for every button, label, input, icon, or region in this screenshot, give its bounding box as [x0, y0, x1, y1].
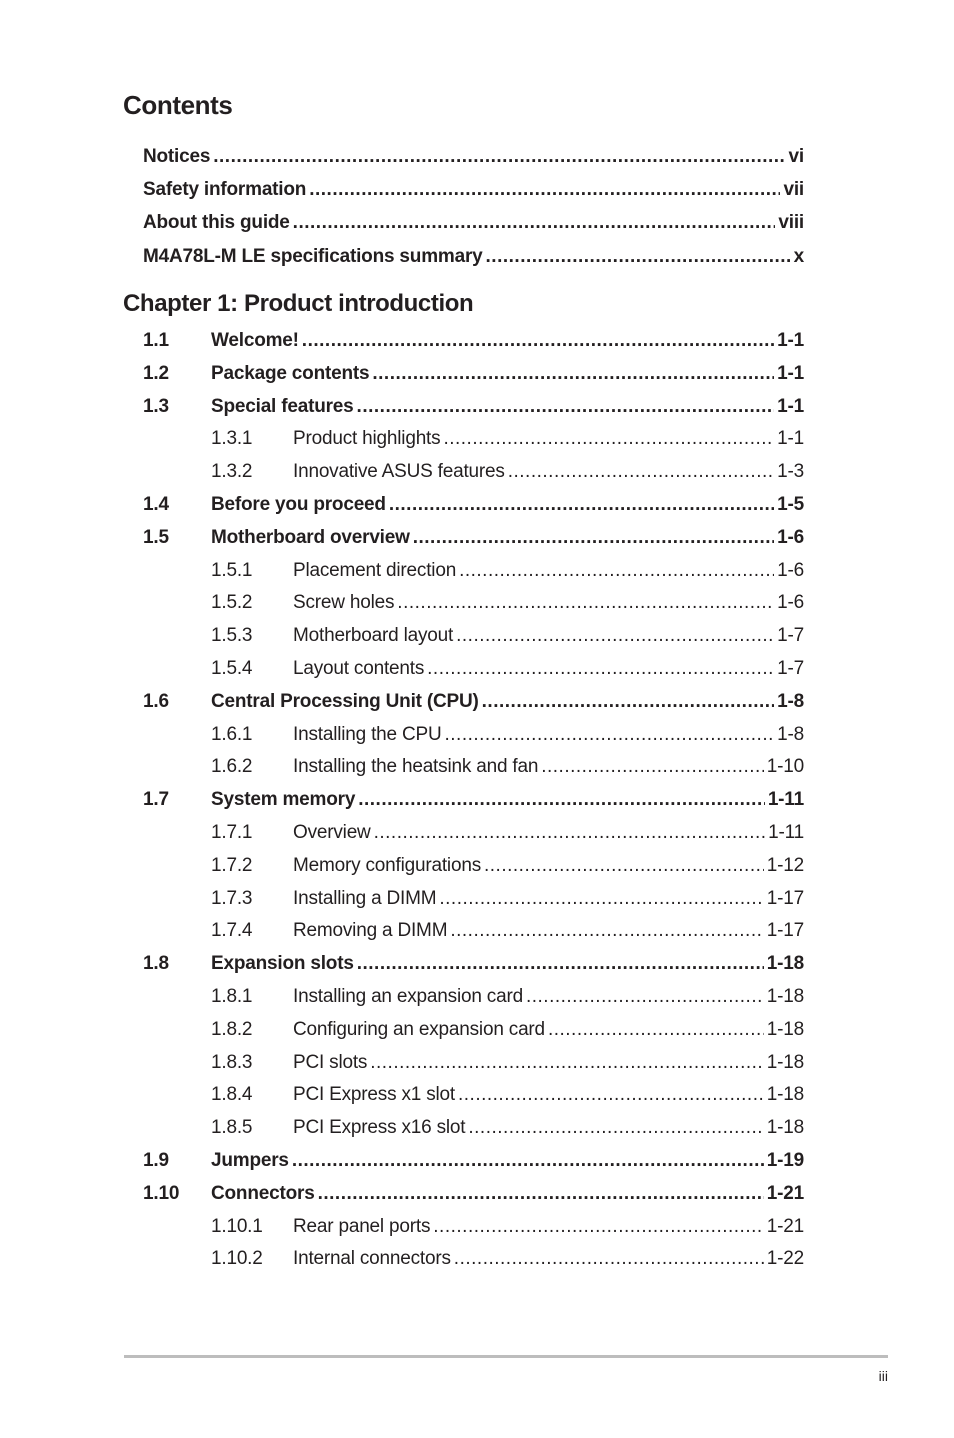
toc-entry-title: Innovative ASUS features: [293, 461, 505, 483]
dot-leader: [482, 690, 774, 714]
toc-entry-number: 1.10: [143, 1182, 180, 1204]
toc-entry-title: Installing a DIMM: [293, 887, 437, 909]
toc-entry[interactable]: [143, 178, 804, 202]
toc-entry-page: 1-1: [777, 428, 804, 450]
toc-entry-number: 1.10.1: [211, 1215, 263, 1237]
toc-entry[interactable]: [143, 624, 804, 648]
toc-entry-number: 1.8: [143, 953, 169, 975]
toc-entry-number: 1.5.2: [211, 592, 253, 614]
toc-entry[interactable]: [143, 1149, 804, 1173]
dot-leader: [433, 1215, 763, 1239]
toc-entry-number: 1.5.4: [211, 658, 253, 679]
toc-entry-page: 1-18: [766, 1084, 804, 1106]
toc-entry-page: 1-12: [766, 854, 804, 876]
toc-entry[interactable]: [143, 395, 804, 419]
toc-entry-page: 1-18: [766, 1018, 804, 1040]
dot-leader: [302, 329, 774, 353]
dot-leader: [358, 788, 765, 812]
toc-entry-number: 1.7.1: [211, 822, 253, 843]
dot-leader: [459, 559, 774, 583]
toc-entry-page: 1-21: [766, 1215, 804, 1237]
toc-entry-title: Jumpers: [211, 1150, 289, 1171]
toc-entry-page: 1-17: [766, 920, 804, 942]
dot-leader: [370, 1051, 764, 1075]
toc-entry-title: Overview: [293, 822, 371, 843]
toc-entry-page: 1-18: [766, 953, 804, 975]
dot-leader: [213, 145, 785, 169]
toc-entry-number: 1.7.2: [211, 854, 253, 876]
toc-entry-page: 1-18: [766, 986, 804, 1007]
chapter-title: Chapter 1: Product introduction: [123, 290, 474, 317]
toc-entry-number: 1.3: [143, 395, 169, 417]
dot-leader: [454, 1247, 764, 1271]
dot-leader: [450, 919, 763, 943]
toc-entry-page: 1-6: [777, 592, 804, 614]
toc-entry-page: vii: [783, 179, 804, 201]
toc-entry-page: 1-7: [777, 658, 804, 679]
toc-entry[interactable]: [143, 1083, 804, 1107]
toc-entry-number: 1.5.3: [211, 625, 253, 647]
toc-entry-number: 1.7: [143, 789, 169, 811]
toc-entry-number: 1.3.1: [211, 428, 253, 450]
toc-entry[interactable]: [143, 245, 804, 269]
toc-entry-title: Layout contents: [293, 658, 425, 679]
toc-entry-title: Before you proceed: [211, 494, 386, 515]
toc-entry[interactable]: [143, 559, 804, 583]
toc-entry[interactable]: [143, 1018, 804, 1042]
dot-leader: [292, 1149, 764, 1173]
dot-leader: [389, 493, 774, 517]
dot-leader: [427, 657, 774, 681]
toc-entry[interactable]: [143, 1182, 804, 1206]
dot-leader: [456, 624, 774, 648]
toc-entry[interactable]: [143, 460, 804, 484]
toc-entry-title: Package contents: [211, 362, 370, 384]
toc-entry[interactable]: [143, 211, 804, 235]
toc-entry-number: 1.3.2: [211, 461, 253, 483]
toc-entry-number: 1.6.1: [211, 723, 253, 745]
toc-entry-page: 1-11: [768, 822, 804, 843]
dot-leader: [372, 362, 774, 386]
toc-entry-page: 1-18: [766, 1051, 804, 1073]
toc-entry-title: Placement direction: [293, 559, 457, 581]
toc-entry[interactable]: [143, 788, 804, 812]
dot-leader: [526, 985, 764, 1009]
toc-entry-number: 1.6: [143, 690, 169, 712]
toc-entry[interactable]: [143, 952, 804, 976]
toc-entry-title: PCI slots: [293, 1051, 368, 1073]
toc-entry-number: 1.8.4: [211, 1084, 253, 1106]
dot-leader: [443, 427, 774, 451]
toc-entry[interactable]: [143, 1247, 804, 1271]
footer-divider: [124, 1355, 888, 1358]
toc-entry-page: 1-21: [766, 1182, 804, 1204]
toc-entry-page: 1-1: [777, 395, 804, 417]
toc-entry-title: About this guide: [143, 212, 290, 234]
toc-entry[interactable]: [143, 985, 804, 1009]
dot-leader: [486, 245, 791, 269]
toc-entry-number: 1.8.1: [211, 986, 253, 1007]
dot-leader: [357, 952, 764, 976]
toc-entry[interactable]: [143, 526, 804, 550]
toc-entry[interactable]: [143, 145, 804, 169]
toc-entry-page: 1-3: [777, 461, 804, 483]
toc-entry-title: PCI Express x1 slot: [293, 1084, 455, 1106]
toc-entry[interactable]: [143, 1215, 804, 1239]
toc-entry-title: Welcome!: [211, 330, 299, 351]
page-title: Contents: [123, 90, 233, 120]
dot-leader: [468, 1116, 763, 1140]
toc-entry-title: Motherboard layout: [293, 625, 454, 647]
toc-entry[interactable]: [143, 657, 804, 681]
dot-leader: [413, 526, 774, 550]
dot-leader: [357, 395, 775, 419]
toc-entry[interactable]: [143, 362, 804, 386]
toc-entry-number: 1.2: [143, 362, 169, 384]
dot-leader: [374, 821, 766, 845]
toc-entry-title: Installing the CPU: [293, 723, 442, 745]
toc-entry[interactable]: [143, 690, 804, 714]
toc-entry-title: Motherboard overview: [211, 526, 410, 548]
toc-entry-number: 1.8.3: [211, 1051, 253, 1073]
toc-entry[interactable]: [143, 329, 804, 353]
toc-entry-title: Connectors: [211, 1182, 315, 1204]
toc-entry[interactable]: [143, 821, 804, 845]
toc-entry-page: 1-19: [766, 1150, 804, 1171]
toc-entry[interactable]: [143, 723, 804, 747]
toc-entry-page: 1-7: [777, 625, 804, 647]
toc-entry-page: 1-17: [766, 887, 804, 909]
toc-entry-number: 1.7.4: [211, 920, 253, 942]
toc-entry-number: 1.6.2: [211, 756, 253, 778]
toc-entry[interactable]: [143, 887, 804, 911]
toc-entry-page: 1-8: [777, 723, 804, 745]
dot-leader: [439, 887, 763, 911]
toc-entry-title: Product highlights: [293, 428, 441, 450]
toc-entry-title: Central Processing Unit (CPU): [211, 690, 479, 712]
toc-entry-title: Rear panel ports: [293, 1215, 431, 1237]
toc-entry[interactable]: [143, 591, 804, 615]
toc-entry[interactable]: [143, 1116, 804, 1140]
toc-entry[interactable]: [143, 919, 804, 943]
toc-entry-number: 1.8.5: [211, 1117, 253, 1139]
toc-entry-page: 1-6: [777, 559, 804, 581]
toc-entry-title: Screw holes: [293, 592, 395, 614]
toc-entry-title: PCI Express x16 slot: [293, 1117, 466, 1139]
toc-entry-page: 1-10: [766, 756, 804, 778]
toc-entry-number: 1.7.3: [211, 887, 253, 909]
toc-entry[interactable]: [143, 854, 804, 878]
dot-leader: [397, 591, 774, 615]
toc-entry-page: x: [793, 245, 804, 267]
toc-entry-number: 1.1: [143, 330, 169, 351]
toc-entry-number: 1.4: [143, 494, 169, 515]
toc-entry-page: 1-8: [777, 690, 804, 712]
toc-entry[interactable]: [143, 755, 804, 779]
toc-entry-page: vi: [788, 146, 804, 167]
dot-leader: [508, 460, 774, 484]
toc-entry-number: 1.5.1: [211, 559, 253, 581]
toc-entry-page: 1-1: [777, 330, 804, 351]
toc-entry-page: 1-22: [766, 1248, 804, 1270]
toc-entry-number: 1.10.2: [211, 1248, 263, 1270]
page-number: iii: [878, 1368, 888, 1384]
dot-leader: [548, 1018, 764, 1042]
toc-entry-number: 1.5: [143, 526, 169, 548]
toc-entry-page: 1-1: [777, 362, 804, 384]
toc-entry-number: 1.9: [143, 1150, 169, 1171]
toc-entry[interactable]: [143, 493, 804, 517]
toc-entry-title: Safety information: [143, 179, 307, 201]
toc-entry-page: 1-6: [777, 526, 804, 548]
toc-entry-title: System memory: [211, 789, 356, 811]
toc-entry-title: Removing a DIMM: [293, 920, 448, 942]
toc-entry-title: Notices: [143, 146, 211, 167]
toc-entry-title: Memory configurations: [293, 854, 481, 876]
dot-leader: [318, 1182, 764, 1206]
dot-leader: [444, 723, 774, 747]
toc-entry-page: 1-18: [766, 1117, 804, 1139]
toc-entry[interactable]: [143, 1051, 804, 1075]
toc-entry-page: 1-5: [777, 494, 804, 515]
dot-leader: [458, 1083, 764, 1107]
toc-entry-page: 1-11: [767, 789, 804, 811]
dot-leader: [293, 211, 776, 235]
toc-entry-title: Installing the heatsink and fan: [293, 756, 539, 778]
dot-leader: [309, 178, 780, 202]
toc-entry[interactable]: [143, 427, 804, 451]
toc-entry-page: viii: [778, 212, 804, 234]
toc-entry-title: Special features: [211, 395, 354, 417]
toc-entry-title: Expansion slots: [211, 953, 354, 975]
toc-entry-title: Installing an expansion card: [293, 986, 523, 1007]
dot-leader: [541, 755, 764, 779]
toc-entry-number: 1.8.2: [211, 1018, 253, 1040]
dot-leader: [484, 854, 764, 878]
toc-entry-title: Internal connectors: [293, 1248, 451, 1270]
toc-entry-title: Configuring an expansion card: [293, 1018, 545, 1040]
toc-entry-title: M4A78L-M LE specifications summary: [143, 245, 483, 267]
